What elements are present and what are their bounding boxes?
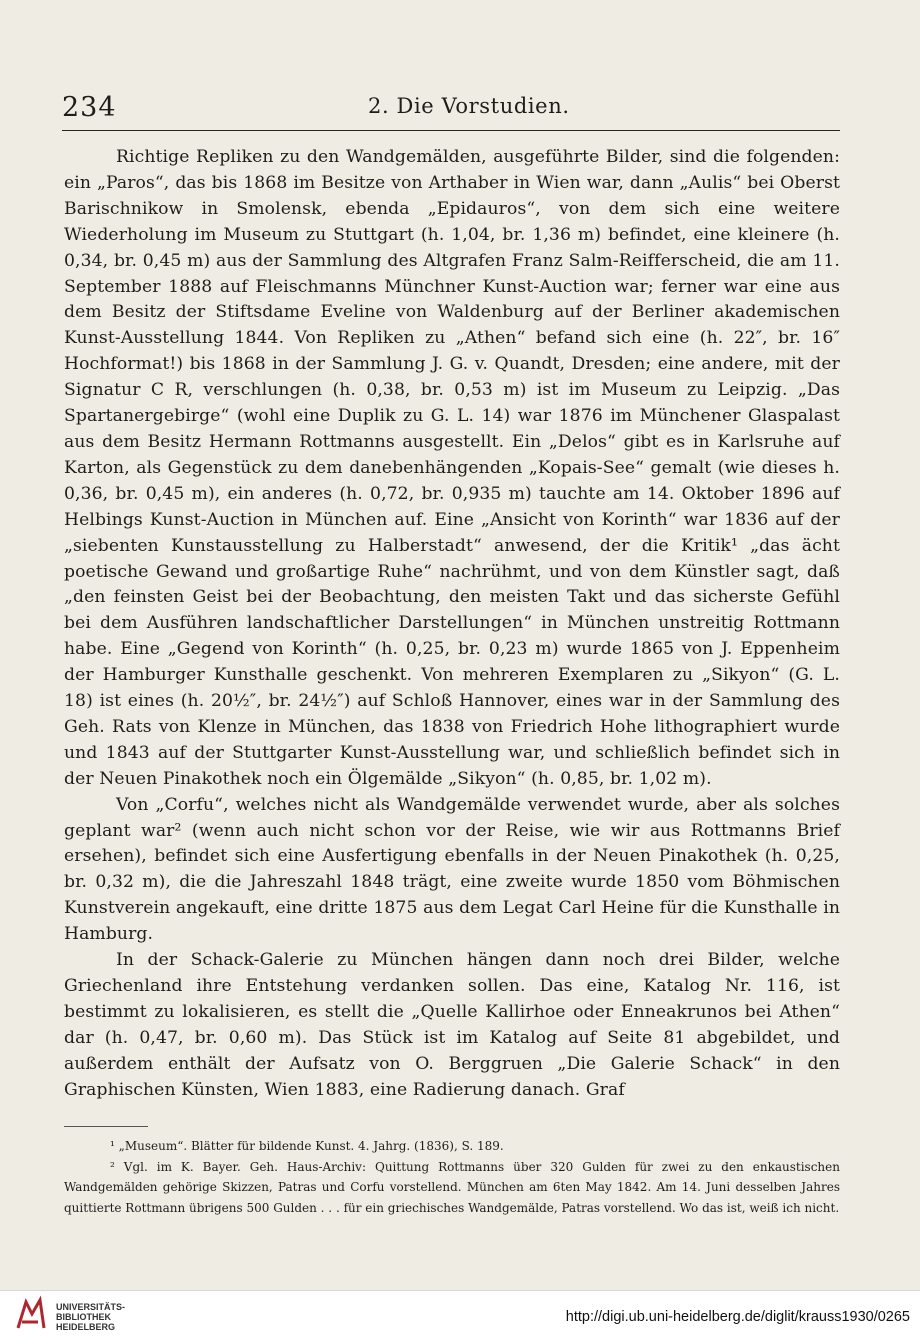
source-url-link[interactable]: http://digi.ub.uni-heidelberg.de/diglit/krauss1930/0265 (565, 1309, 910, 1325)
paragraph: Richtige Repliken zu den Wandgemälden, ausgeführte Bilder, sind die folgenden: ein „Paros“, das bis 1868 im Besitze von Arthaber in Wien war, dann „Aulis“ bei Oberst Barischnikow in Smolensk, ebenda „Epidauros“, von dem sich eine weitere Wiederholung im Museum zu Stuttgart (h. 1,04, br. 1,36 m) befindet, eine kleinere (h. 0,34, br. 0,45 m) aus der Sammlung des Altgrafen Franz Salm-Reifferscheid, die am 11. September 1888 auf Fleischmanns Münchner Kunst-Auction war; ferner war eine aus dem Besitz der Stiftsdame Eveline von Waldenburg auf der Berliner akademischen Kunst-Ausstellung 1844. Von Repliken zu „Athen“ befand sich eine (h. 22″, br. 16″ Hochformat!) bis 1868 in der Sammlung J. G. v. Quandt, Dresden; eine andere, mit der Signatur C R, verschlungen (h. 0,38, br. 0,53 m) ist im Museum zu Leipzig. „Das Spartanergebirge“ (wohl eine Duplik zu G. L. 14) war 1876 im Münchener Glaspalast aus dem Besitz Hermann Rottmanns ausgestellt. Ein „Delos“ gibt es in Karlsruhe auf Karton, als Gegenstück zu dem danebenhängenden „Kopais-See“ gemalt (wie dieses h. 0,36, br. 0,45 m), ein anderes (h. 0,72, br. 0,935 m) tauchte am 14. Oktober 1896 auf Helbings Kunst-Auction in München auf. Eine „Ansicht von Korinth“ war 1836 auf der „siebenten Kunstausstellung zu Halberstadt“ anwesend, der die Kritik¹ „das ächt poetische Gewand und großartige Ruhe“ nachrühmt, und von dem Künstler sagt, daß „den feinsten Geist bei der Beobachtung, den meisten Takt und das sicherste Gefühl bei dem Ausführen landschaftlicher Darstellungen“ in München unstreitig Rottmann habe. Eine „Gegend von Korinth“ (h. 0,25, br. 0,23 m) wurde 1865 von J. Eppenheim der Hamburger Kunsthalle geschenkt. Von mehreren Exemplaren zu „Sikyon“ (G. L. 18) ist eines (h. 20½″, br. 24½″) auf Schloß Hannover, eines war in der Sammlung des Geh. Rats von Klenze in München, das 1838 von Friedrich Hohe lithographiert wurde und 1843 auf der Stuttgarter Kunst-Ausstellung war, und schließlich befindet sich in der Neuen Pinakothek noch ein Ölgemälde „Sikyon“ (h. 0,85, br. 1,02 m). (64, 147, 840, 789)
university-seal-icon (10, 1294, 50, 1334)
footnotes (64, 1136, 840, 1218)
library-line: UNIVERSITÄTS- (56, 1302, 126, 1312)
library-line: HEIDELBERG (56, 1322, 116, 1332)
footnote-divider (64, 1126, 148, 1127)
page-header (62, 90, 840, 131)
page-number: 234 (62, 92, 117, 123)
running-head: 2. Die Vorstudien. (368, 94, 570, 118)
viewer-footer (0, 1290, 920, 1344)
paragraph: Von „Corfu“, welches nicht als Wandgemälde verwendet wurde, aber als solches geplant war² (wenn auch nicht schon vor der Reise, wie wir aus Rottmanns Brief ersehen), befindet sich eine Ausfertigung ebenfalls in der Neuen Pinakothek (h. 0,25, br. 0,32 m), die die Jahreszahl 1848 trägt, eine zweite wurde 1850 vom Böhmischen Kunstverein angekauft, eine dritte 1875 aus dem Legat Carl Heine für die Kunsthalle in Hamburg. (64, 794, 840, 945)
library-line: BIBLIOTHEK (56, 1312, 111, 1322)
paragraph: In der Schack-Galerie zu München hängen dann noch drei Bilder, welche Griechenland ihre Entstehung verdanken sollen. Das eine, Katalog Nr. 116, ist bestimmt zu lokalisieren, es stellt die „Quelle Kallirhoe oder Enneakrunos bei Athen“ dar (h. 0,47, br. 0,60 m). Das Stück ist im Katalog auf Seite 81 abgebildet, und außerdem enthält der Aufsatz von O. Berggruen „Die Galerie Schack“ in den Graphischen Künsten, Wien 1883, eine Radierung danach. Graf (64, 950, 840, 1100)
library-name (56, 1302, 125, 1332)
body-text (64, 145, 840, 1104)
footnote: ¹ „Museum“. Blätter für bildende Kunst. 4. Jahrg. (1836), S. 189. (110, 1139, 504, 1153)
footnote: ² Vgl. im K. Bayer. Geh. Haus-Archiv: Quittung Rottmanns über 320 Gulden für zwei zu den enkaustischen Wandgemälden gehörige Skizzen, Patras und Corfu vorstellend. München am 6ten May 1842. Am 14. Juni desselben Jahres quittierte Rottmann übrigens 500 Gulden . . . für ein griechisches Wandgemälde, Patras vorstellend. Wo das ist, weiß ich nicht. (64, 1159, 840, 1215)
